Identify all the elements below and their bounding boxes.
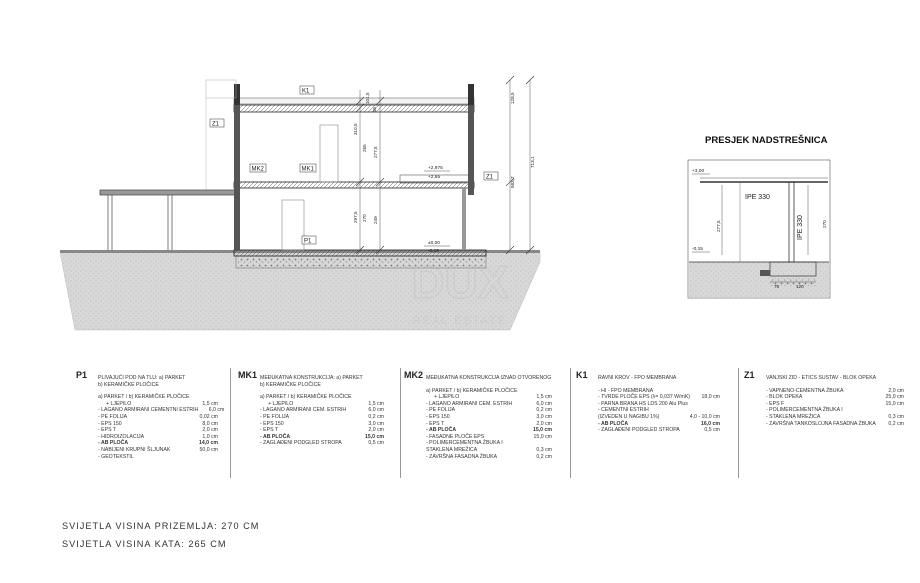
spec-row-name: - EPS F (766, 400, 785, 407)
spec-row-value: 8,0 cm (202, 420, 218, 427)
spec-row-value: 0,2 cm (888, 420, 904, 427)
canopy-dim-270: 270 (822, 220, 827, 228)
watermark-logo: DUX (411, 256, 509, 308)
spec-row-name: - AB PLOČA (426, 427, 457, 434)
label-mk2: MK2 (251, 166, 264, 173)
canopy-dim-2775: 277,5 (716, 220, 721, 232)
spec-row-value: 0,5 cm (368, 440, 384, 447)
canopy-level-015: -0,15 (692, 247, 703, 252)
spec-row-name: + LJEPILO (106, 400, 132, 407)
level-000: ±0,00 (428, 241, 440, 246)
spec-mk1 (238, 368, 384, 447)
spec-row-name: - BLOK OPEKA (766, 394, 803, 401)
spec-header-line: PLIVAJUĆI POD NA TLU: a) PARKET (98, 375, 186, 381)
spec-row-name: - LAGANO ARMIRANI CEM. ESTRIH (260, 407, 347, 414)
spec-row-name: - EPS 150 (98, 420, 122, 427)
dim-5837: 583,7 (510, 176, 515, 188)
spec-row-value: 1,5 cm (536, 394, 552, 401)
spec-divider (570, 368, 571, 478)
dim-2975: 297,5 (353, 211, 358, 223)
spec-row-value: 6,0 cm (368, 407, 384, 414)
spec-row-value: 15,0 cm (364, 433, 384, 440)
spec-row (98, 421, 218, 428)
spec-row (260, 394, 384, 401)
canopy-dim-120: 120 (796, 284, 804, 289)
spec-row-value (358, 394, 384, 401)
spec-row-name: - AB PLOČA (260, 433, 291, 440)
spec-row (98, 407, 225, 414)
dim-265: 265 (362, 144, 367, 152)
spec-row-name: - PE FOLIJA (426, 407, 456, 414)
spec-row-name: + LJEPILO (434, 394, 460, 401)
spec-code: P1 (76, 370, 88, 380)
spec-row-value (526, 388, 552, 395)
spec-row-value: 1,5 cm (368, 400, 384, 407)
dim-35: 35 (372, 106, 377, 112)
dim-7131: 713,1 (530, 156, 535, 168)
spec-row-value: 50,0 cm (199, 446, 218, 453)
dim-1285: 128,5 (510, 92, 515, 104)
spec-row (766, 394, 904, 401)
dim-1015: 101,5 (365, 92, 370, 104)
canopy-dim-75: 75 (774, 284, 780, 289)
spec-row (598, 414, 720, 421)
spec-row-name: (IZVEDEN U NAGIBU 1%) (598, 413, 660, 420)
spec-row-name: - LAGANO ARMIRANI CEMENTNI ESTRIH (98, 407, 199, 414)
spec-row (98, 454, 218, 461)
spec-row (98, 447, 218, 454)
spec-p1 (76, 368, 225, 460)
canopy-section-frame (688, 160, 830, 298)
spec-header-line: b) KERAMIČKE PLOČICE (98, 381, 159, 388)
dim-3105: 310,5 (353, 123, 358, 135)
spec-row-value (878, 407, 904, 414)
spec-row-name: - STAKLENA MREŽICA (766, 413, 821, 420)
spec-code: Z1 (744, 370, 755, 380)
spec-z1 (744, 368, 904, 427)
spec-row-value: 0,2 cm (536, 407, 552, 414)
spec-row-name: - CEMENTNI ESTRIH (598, 407, 649, 414)
spec-row-value: 15,0 cm (885, 400, 904, 407)
spec-row-value: 0,5 cm (704, 427, 720, 434)
note-upper-height: SVIJETLA VISINA KATA: 265 CM (62, 539, 227, 549)
spec-row-value (526, 440, 552, 447)
spec-row (766, 388, 904, 395)
spec-header-line: VANJSKI ZID - ETICS SUSTAV - BLOK OPEKA (766, 375, 877, 381)
spec-row-name: - PE FOLIJA (260, 413, 290, 420)
spec-row (260, 427, 384, 434)
spec-row-value: 15,0 cm (533, 433, 552, 440)
spec-row-value: 4,0 - 10,0 cm (689, 413, 720, 420)
spec-row-name: - EPS T (98, 427, 117, 434)
spec-row-name: - POLIMERCEMENTNA ŽBUKA I (766, 407, 843, 414)
spec-row-name: a) PARKET / b) KERAMIČKE PLOČICE (426, 387, 518, 394)
spec-code: MK2 (404, 370, 424, 380)
spec-row-name: - VAPNENO-CEMENTNA ŽBUKA (766, 387, 844, 394)
spec-row (598, 394, 720, 401)
level-019: -0,19 (428, 249, 439, 254)
spec-row-value: 15,0 cm (532, 427, 552, 434)
spec-row (260, 440, 384, 447)
spec-row-name: - EPS 150 (426, 413, 450, 420)
dim-270: 270 (362, 214, 367, 222)
spec-row (426, 394, 552, 401)
spec-row (260, 414, 384, 421)
spec-row (426, 454, 552, 461)
spec-row-name: - NABIJENI KRUPNI ŠLJUNAK (98, 446, 171, 453)
spec-row-value: 1,0 cm (202, 433, 218, 440)
spec-row-value: 2,0 cm (368, 427, 384, 434)
spec-row-name: - FASADNE PLOČE EPS (426, 433, 485, 440)
spec-header-line: RAVNI KROV - FPO MEMBRANA (598, 375, 677, 381)
spec-row-name: a) PARKET / b) KERAMIČKE PLOČICE (260, 394, 352, 401)
spec-row-name: - ZAVRŠNA FASADNA ŽBUKA (426, 453, 498, 460)
spec-row (766, 421, 904, 428)
spec-row-value: 0,02 cm (199, 413, 218, 420)
spec-row-value: 18,0 cm (701, 394, 720, 401)
spec-row-value: 1,5 cm (202, 400, 218, 407)
spec-row-name: - AB PLOČA (598, 420, 629, 427)
spec-row (98, 427, 218, 434)
spec-row-value: 2,0 cm (888, 387, 904, 394)
spec-header-line: MEĐUKATNA KONSTRUKCIJA: a) PARKET (260, 375, 363, 381)
spec-row (426, 414, 552, 421)
spec-row (598, 427, 720, 434)
spec-code: MK1 (238, 370, 258, 380)
spec-row (98, 394, 218, 401)
spec-row-name: - GEOTEKSTIL (98, 453, 134, 460)
spec-row-name: a) PARKET / b) KERAMIČKE PLOČICE (98, 394, 190, 401)
note-ground-height: SVIJETLA VISINA PRIZEMLJA: 270 CM (62, 521, 260, 531)
spec-row (260, 401, 384, 408)
label-z1-left: Z1 (212, 121, 220, 128)
spec-divider (230, 368, 231, 478)
spec-row-value: 3,0 cm (368, 420, 384, 427)
spec-k1 (576, 368, 720, 434)
label-k1: K1 (302, 88, 310, 95)
level-2975: +2,975 (428, 166, 443, 171)
spec-row-name: - AB PLOČA (98, 440, 129, 447)
spec-row (426, 440, 552, 447)
spec-row-value (192, 454, 218, 461)
spec-header-line: MEĐUKATNA KONSTRUKCIJA IZNAD OTVORENOG (426, 375, 552, 381)
spec-row (260, 421, 384, 428)
spec-row-name: - EPS T (426, 420, 445, 427)
spec-row-name: STAKLENA MREŽICA (426, 446, 478, 453)
spec-row-value: 25,0 cm (885, 394, 904, 401)
spec-row-value: 2,0 cm (536, 420, 552, 427)
spec-row-value (192, 394, 218, 401)
spec-row-name: - ZAGLAĐENI PODGLED STROPA (260, 440, 342, 447)
label-z1-right: Z1 (486, 174, 494, 181)
spec-row (98, 401, 218, 408)
spec-row-name: - ZAVRŠNA TANKOSLOJNA FASADNA ŽBUKA (766, 420, 876, 427)
dim-2775: 277,5 (373, 146, 378, 158)
spec-row (426, 427, 552, 434)
spec-row (426, 401, 552, 408)
spec-row-value: 3,0 cm (536, 413, 552, 420)
spec-row-value (694, 401, 720, 408)
label-mk1: MK1 (301, 166, 314, 173)
spec-row-value (694, 388, 720, 395)
spec-row (766, 414, 904, 421)
spec-row-value: 0,2 cm (368, 413, 384, 420)
spec-row-name: - EPS 150 (260, 420, 284, 427)
spec-row (98, 440, 218, 447)
spec-row-name: - LAGANO ARMIRANI CEM. ESTRIH (426, 400, 513, 407)
watermark-subtitle: REAL ESTATE (412, 315, 508, 327)
dim-249: 249 (373, 216, 378, 224)
spec-row (598, 401, 720, 408)
canopy-ipe-horizontal: IPE 330 (745, 194, 770, 201)
spec-row-name: - HIDROIZOLACIJA (98, 433, 145, 440)
spec-row (426, 407, 552, 414)
spec-row (766, 407, 904, 414)
spec-row-value: 2,0 cm (202, 427, 218, 434)
spec-row-value: 6,0 cm (208, 407, 225, 414)
spec-row-name: - HI - FPO MEMBRANA (598, 387, 654, 394)
spec-code: K1 (576, 370, 588, 380)
spec-divider (400, 368, 401, 478)
spec-row-name: + LJEPILO (268, 400, 294, 407)
watermark (411, 256, 508, 327)
spec-mk2 (404, 368, 552, 460)
canopy-section-title: PRESJEK NADSTREŠNICA (705, 135, 828, 146)
level-265: +2,65 (428, 175, 441, 180)
spec-row-name: - TVRDE PLOČE EPS (λ= 0,037 W/mK) (598, 394, 691, 401)
spec-row-value: 0,3 cm (536, 446, 552, 453)
spec-divider (738, 368, 739, 478)
spec-row (260, 407, 384, 414)
spec-row (426, 447, 552, 454)
spec-header-line: b) KERAMIČKE PLOČICE (260, 381, 321, 388)
spec-row-name: - PARNA BRANA HS LDS 200 Alu Plus (598, 400, 688, 407)
spec-row-value: 0,2 cm (536, 453, 552, 460)
spec-row (98, 414, 218, 421)
spec-row-value: 14,0 cm (198, 440, 218, 447)
spec-row-name: - POLIMERCEMENTNA ŽBUKA I (426, 440, 503, 447)
canopy-ipe-vertical: IPE 330 (797, 215, 804, 240)
spec-row-value: 0,3 cm (888, 413, 904, 420)
spec-row-value (694, 407, 720, 414)
label-p1: P1 (304, 238, 312, 245)
canopy-left (100, 190, 236, 250)
spec-row (426, 388, 552, 395)
spec-row-value: 6,0 cm (536, 400, 552, 407)
spec-row-name: - ZAGLAĐENI PODGLED STROPA (598, 427, 680, 434)
canopy-level-300: +3,00 (692, 169, 705, 174)
spec-row-name: - PE FOLIJA (98, 413, 128, 420)
spec-row (598, 421, 720, 428)
spec-row-name: - EPS T (260, 427, 279, 434)
spec-row (260, 434, 384, 441)
spec-row-value: 16,0 cm (700, 420, 720, 427)
spec-row (598, 407, 720, 414)
